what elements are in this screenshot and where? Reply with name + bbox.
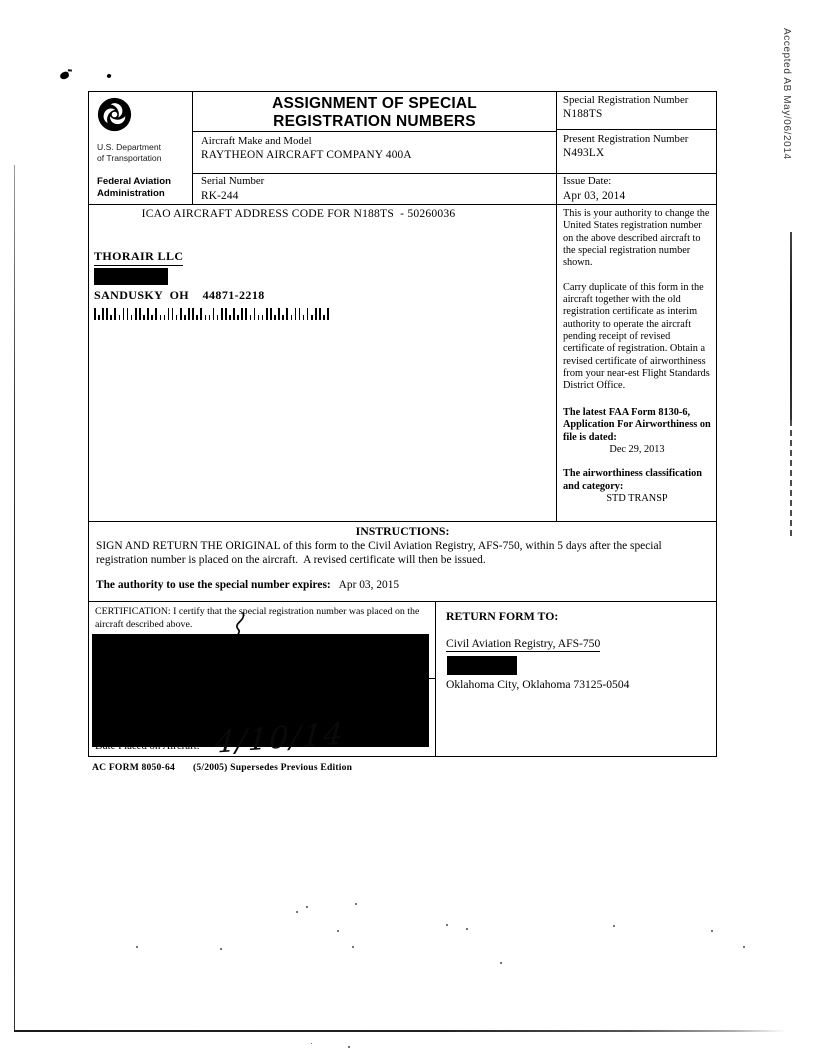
scan-edge-line-bottom [14,1030,786,1032]
handwritten-date: 4/10/14 [213,716,346,761]
scan-speck [136,946,138,948]
scan-speck [613,925,615,927]
ink-blot-mark [59,71,70,80]
redaction-box-address [94,268,168,285]
dot-triskelion-logo-icon [97,97,132,132]
scan-speck [352,946,354,948]
form-title: ASSIGNMENT OF SPECIAL REGISTRATION NUMBERS [193,92,556,132]
icao-address-code-line: ICAO AIRCRAFT ADDRESS CODE FOR N188TS - 50260036 [141,207,456,220]
scan-speck [306,906,308,908]
form-footer-line [92,762,352,773]
expiration-label: The authority to use the special number expires: [96,578,331,591]
ink-dot-mark [106,73,111,78]
assignment-form [88,91,717,761]
agency-cell [89,92,193,204]
margin-line-dashed [790,420,792,536]
dept-of-transportation-label: U.S. Department of Transportation [97,142,162,163]
header-middle-column [193,92,556,204]
scan-speck [711,930,713,932]
make-model-value: RAYTHEON AIRCRAFT COMPANY 400A [201,149,412,162]
faa-label: Federal Aviation Administration [97,176,171,199]
form-body [89,204,716,521]
form-bottom [89,601,716,761]
margin-line-solid [790,232,792,420]
special-registration-value: N188TS [563,108,603,121]
form-8130-note: The latest FAA Form 8130-6, Application For Airworthiness on file is dated: [563,406,711,443]
addressee-city-line: SANDUSKY OH 44871-2218 [94,288,265,302]
special-registration-label: Special Registration Number [563,94,689,106]
header-right-column [556,92,716,204]
authority-note: This is your authority to change the United States registration number on the above described aircraft to the special registration number shown. [563,208,710,269]
expiration-line [96,579,709,591]
acceptance-stamp-note: Accepted AB May/06/2014 [781,28,792,160]
serial-number-cell [193,174,556,204]
redaction-box-return-address [447,656,517,675]
scan-speck [220,948,222,950]
scan-edge-line-left [14,165,15,1031]
instructions-heading: INSTRUCTIONS: [355,524,450,538]
airworthiness-value: STD TRANSP [606,492,668,504]
expiration-value: Apr 03, 2015 [338,578,400,591]
scan-speck [446,924,448,926]
return-address-line2: Oklahoma City, Oklahoma 73125-0504 [446,678,630,691]
airworthiness-note: The airworthiness classification and category: [563,468,703,492]
return-form-heading: RETURN FORM TO: [446,609,559,623]
present-registration-value: N493LX [563,147,605,160]
carry-duplicate-note: Carry duplicate of this form in the aircraft together with the old registration certificate as interim authority to operate the aircraft pending receipt of revised certificate of registration. Obtain a revised certificate of airworthiness from your near-est Flight Standards District Office. [563,281,710,392]
addressee-name: THORAIR LLC [94,249,183,266]
serial-number-value: RK-244 [201,189,239,202]
certification-section [89,602,436,761]
make-model-cell [193,132,556,174]
issue-date-label: Issue Date: [563,175,612,188]
issue-date-value: Apr 03, 2014 [563,189,626,202]
scan-speck [743,946,745,948]
present-registration-label: Present Registration Number [563,132,689,145]
postnet-barcode [94,305,331,317]
body-side-notes [556,205,716,521]
hidden-row-line-stub [429,678,436,679]
make-model-label: Aircraft Make and Model [201,135,312,147]
scan-speck [355,903,357,905]
addressee-block [94,249,331,317]
form-number: AC FORM 8050-64 [92,762,175,773]
scan-speck [296,911,298,913]
form-header [89,92,716,204]
present-registration-cell [557,130,716,174]
edition-note: (5/2005) Supersedes Previous Edition [192,762,353,773]
date-placed-label: Date Placed on Aircraft: [95,740,200,752]
serial-number-label: Serial Number [201,175,265,188]
instructions-body: SIGN AND RETURN THE ORIGINAL of this form to the Civil Aviation Registry, AFS-750, within 5 days after the special registration number is placed on the aircraft. A revised certificate will then be issued. [96,540,665,567]
scan-speck [466,928,468,930]
return-form-section [436,602,716,756]
scan-speck [500,962,502,964]
instructions-section [89,521,716,601]
scan-speck [311,1043,312,1044]
certification-text: CERTIFICATION: I certify that the special registration number was placed on the aircraft described above. [95,606,420,630]
scan-speck [337,930,339,932]
scan-speck [348,1046,350,1048]
return-address-line1: Civil Aviation Registry, AFS-750 [446,637,601,650]
issue-date-cell [557,174,716,204]
form-8130-date: Dec 29, 2013 [609,443,665,455]
special-registration-cell [557,92,716,130]
body-main-area [89,205,556,521]
